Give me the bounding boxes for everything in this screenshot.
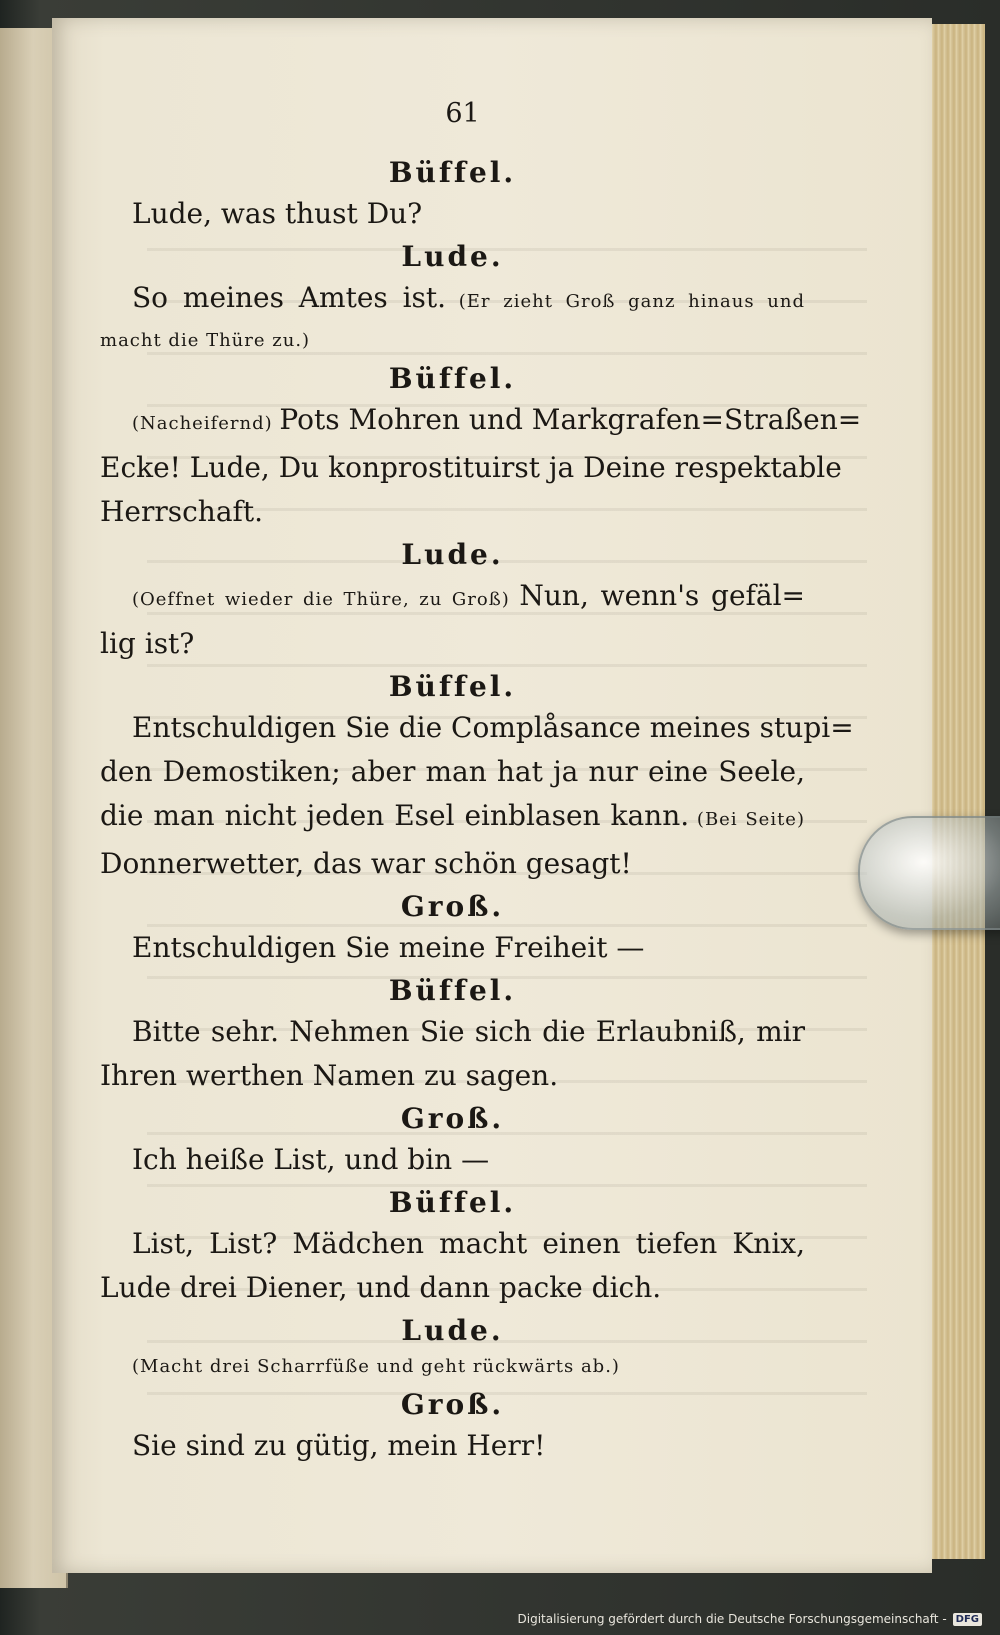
speaker-name: Lude. xyxy=(401,538,504,571)
page-text xyxy=(100,90,862,1468)
text-blocks xyxy=(100,152,862,1468)
line-text: So meines Amtes ist. xyxy=(132,281,447,314)
stage-direction: (Oeffnet wieder die Thüre, zu Groß) xyxy=(132,589,520,610)
stage-direction: (Bei Seite) xyxy=(689,809,805,830)
text-line xyxy=(100,1350,805,1384)
line-text: den Demostiken; aber man hat ja nur eine Seele, xyxy=(100,755,805,788)
speaker-name: Büffel. xyxy=(388,1186,517,1219)
text-line xyxy=(100,276,805,324)
speaker-name: Büffel. xyxy=(388,156,517,189)
text-line xyxy=(100,750,805,794)
stage-direction: (Macht drei Scharrfüße und geht rückwärts ab.) xyxy=(132,1356,620,1377)
text-line xyxy=(100,490,805,534)
stage-direction: (Er zieht Groß ganz hinaus und xyxy=(446,291,806,312)
line-text: Ihren werthen Namen zu sagen. xyxy=(100,1059,559,1092)
line-text: Entschuldigen Sie die Complåsance meines stupi= xyxy=(132,711,854,744)
stage-direction: macht die Thüre zu.) xyxy=(100,330,311,351)
page-clip-icon[interactable] xyxy=(858,816,1000,930)
footer-text: Digitalisierung gefördert durch die Deutsche Forschungsgemeinschaft - xyxy=(517,1612,947,1626)
page-number: 61 xyxy=(445,98,480,129)
text-line xyxy=(100,398,862,446)
text-line xyxy=(100,1222,805,1266)
line-text: Bitte sehr. Nehmen Sie sich die Erlaubniß, mir xyxy=(132,1015,805,1048)
line-text: Herrschaft. xyxy=(100,495,264,528)
text-line xyxy=(100,926,805,970)
speaker-name: Lude. xyxy=(401,1314,504,1347)
text-line xyxy=(100,1010,805,1054)
text-line xyxy=(100,794,805,842)
speaker-name: Groß. xyxy=(400,1388,505,1421)
line-text: Lude, was thust Du? xyxy=(132,197,423,230)
line-text: Entschuldigen Sie meine Freiheit — xyxy=(132,931,645,964)
speaker-name: Groß. xyxy=(400,1102,505,1135)
line-text: lig ist? xyxy=(100,627,195,660)
line-text: Sie sind zu gütig, mein Herr! xyxy=(132,1429,546,1462)
footer-credit xyxy=(518,1609,983,1629)
stage-direction: (Nacheifernd) xyxy=(132,413,280,434)
line-text: Ecke! Lude, Du konprostituirst ja Deine respektable xyxy=(100,451,842,484)
text-line xyxy=(100,706,854,750)
text-line xyxy=(100,1054,805,1098)
speaker-name: Lude. xyxy=(401,240,504,273)
speaker-name: Büffel. xyxy=(388,974,517,1007)
line-text: Nun, wenn's gefäl= xyxy=(519,579,805,612)
text-line xyxy=(100,1424,805,1468)
text-line xyxy=(100,446,842,490)
line-text: List, List? Mädchen macht einen tiefen Knix, xyxy=(132,1227,805,1260)
text-line xyxy=(100,1266,805,1310)
speaker-name: Büffel. xyxy=(388,670,517,703)
text-line xyxy=(100,574,805,622)
line-text: Pots Mohren und Markgrafen=Straßen= xyxy=(279,403,862,436)
line-text: Donnerwetter, das war schön gesagt! xyxy=(100,847,632,880)
text-line xyxy=(100,1138,805,1182)
speaker-name: Groß. xyxy=(400,890,505,923)
dfg-logo-icon: DFG xyxy=(953,1613,982,1626)
speaker-name: Büffel. xyxy=(388,362,517,395)
text-line xyxy=(100,192,805,236)
text-line xyxy=(100,842,805,886)
line-text: Lude drei Diener, und dann packe dich. xyxy=(100,1271,662,1304)
line-text: Ich heiße List, und bin — xyxy=(132,1143,490,1176)
text-line xyxy=(100,622,805,666)
line-text: die man nicht jeden Esel einblasen kann. xyxy=(100,799,690,832)
text-line xyxy=(100,324,805,358)
